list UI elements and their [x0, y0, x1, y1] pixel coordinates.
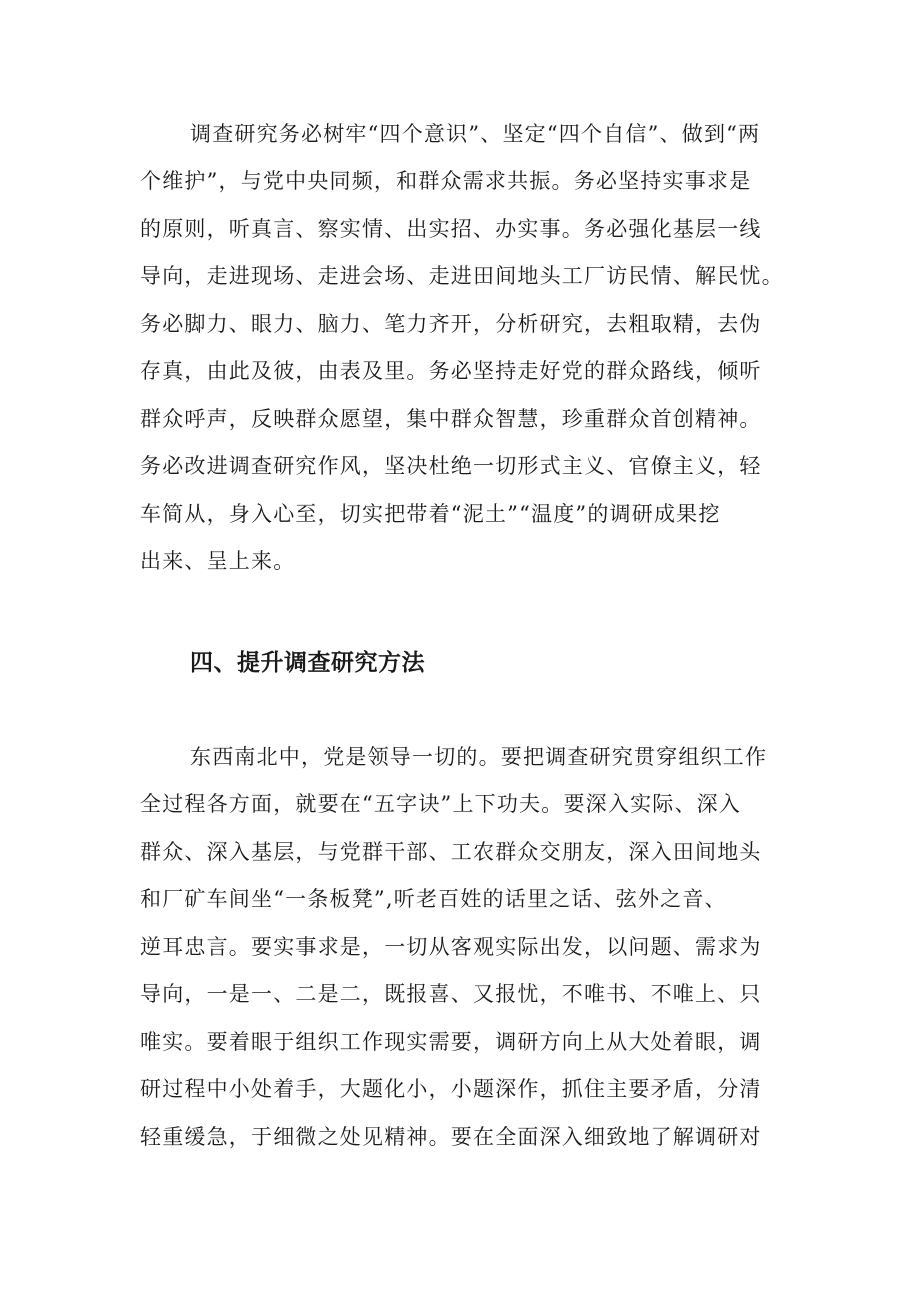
paragraph-line: 全过程各方面，就要在“五字诀”上下功夫。要深入实际、深入 — [140, 792, 742, 816]
paragraph-line: 群众、深入基层，与党群干部、工农群众交朋友，深入田间地头 — [140, 840, 762, 864]
paragraph-line: 的原则，听真言、察实情、出实招、办实事。务必强化基层一线 — [140, 217, 762, 241]
paragraph-line: 研过程中小处着手，大题化小，小题深作，抓住主要矛盾，分清 — [140, 1077, 762, 1101]
paragraph-line: 出来、呈上来。 — [140, 549, 296, 573]
paragraph-line: 车简从，身入心至，切实把带着“泥土”“温度”的调研成果挖 — [140, 502, 721, 526]
paragraph-line: 导向，一是一、二是二，既报喜、又报忧，不唯书、不唯上、只 — [140, 982, 762, 1006]
paragraph-line: 个维护”，与党中央同频，和群众需求共振。务必坚持实事求是 — [140, 169, 752, 193]
paragraph-line: 务必脚力、眼力、脑力、笔力齐开，分析研究，去粗取精，去伪 — [140, 312, 762, 336]
paragraph-line: 东西南北中，党是领导一切的。要把调查研究贯穿组织工作 — [190, 745, 768, 769]
paragraph-line: 群众呼声，反映群众愿望，集中群众智慧，珍重群众首创精神。 — [140, 407, 762, 431]
paragraph-line: 轻重缓急，于细微之处见精神。要在全面深入细致地了解调研对 — [140, 1125, 762, 1149]
paragraph-line: 存真，由此及彼，由表及里。务必坚持走好党的群众路线，倾听 — [140, 359, 762, 383]
section-four-heading: 四、提升调查研究方法 — [190, 650, 425, 676]
paragraph-line: 唯实。要着眼于组织工作现实需要，调研方向上从大处着眼，调 — [140, 1030, 762, 1054]
paragraph-line: 逆耳忠言。要实事求是，一切从客观实际出发，以问题、需求为 — [140, 935, 762, 959]
paragraph-line: 导向，走进现场、走进会场、走进田间地头工厂访民情、解民忧。 — [140, 264, 784, 288]
paragraph-line: 和厂矿车间坐“一条板凳”,听老百姓的话里之话、弦外之音、 — [140, 887, 727, 911]
paragraph-line: 务必改进调查研究作风，坚决杜绝一切形式主义、官僚主义，轻 — [140, 454, 762, 478]
paragraph-line: 调查研究务必树牢“四个意识”、坚定“四个自信”、做到“两 — [190, 122, 761, 146]
